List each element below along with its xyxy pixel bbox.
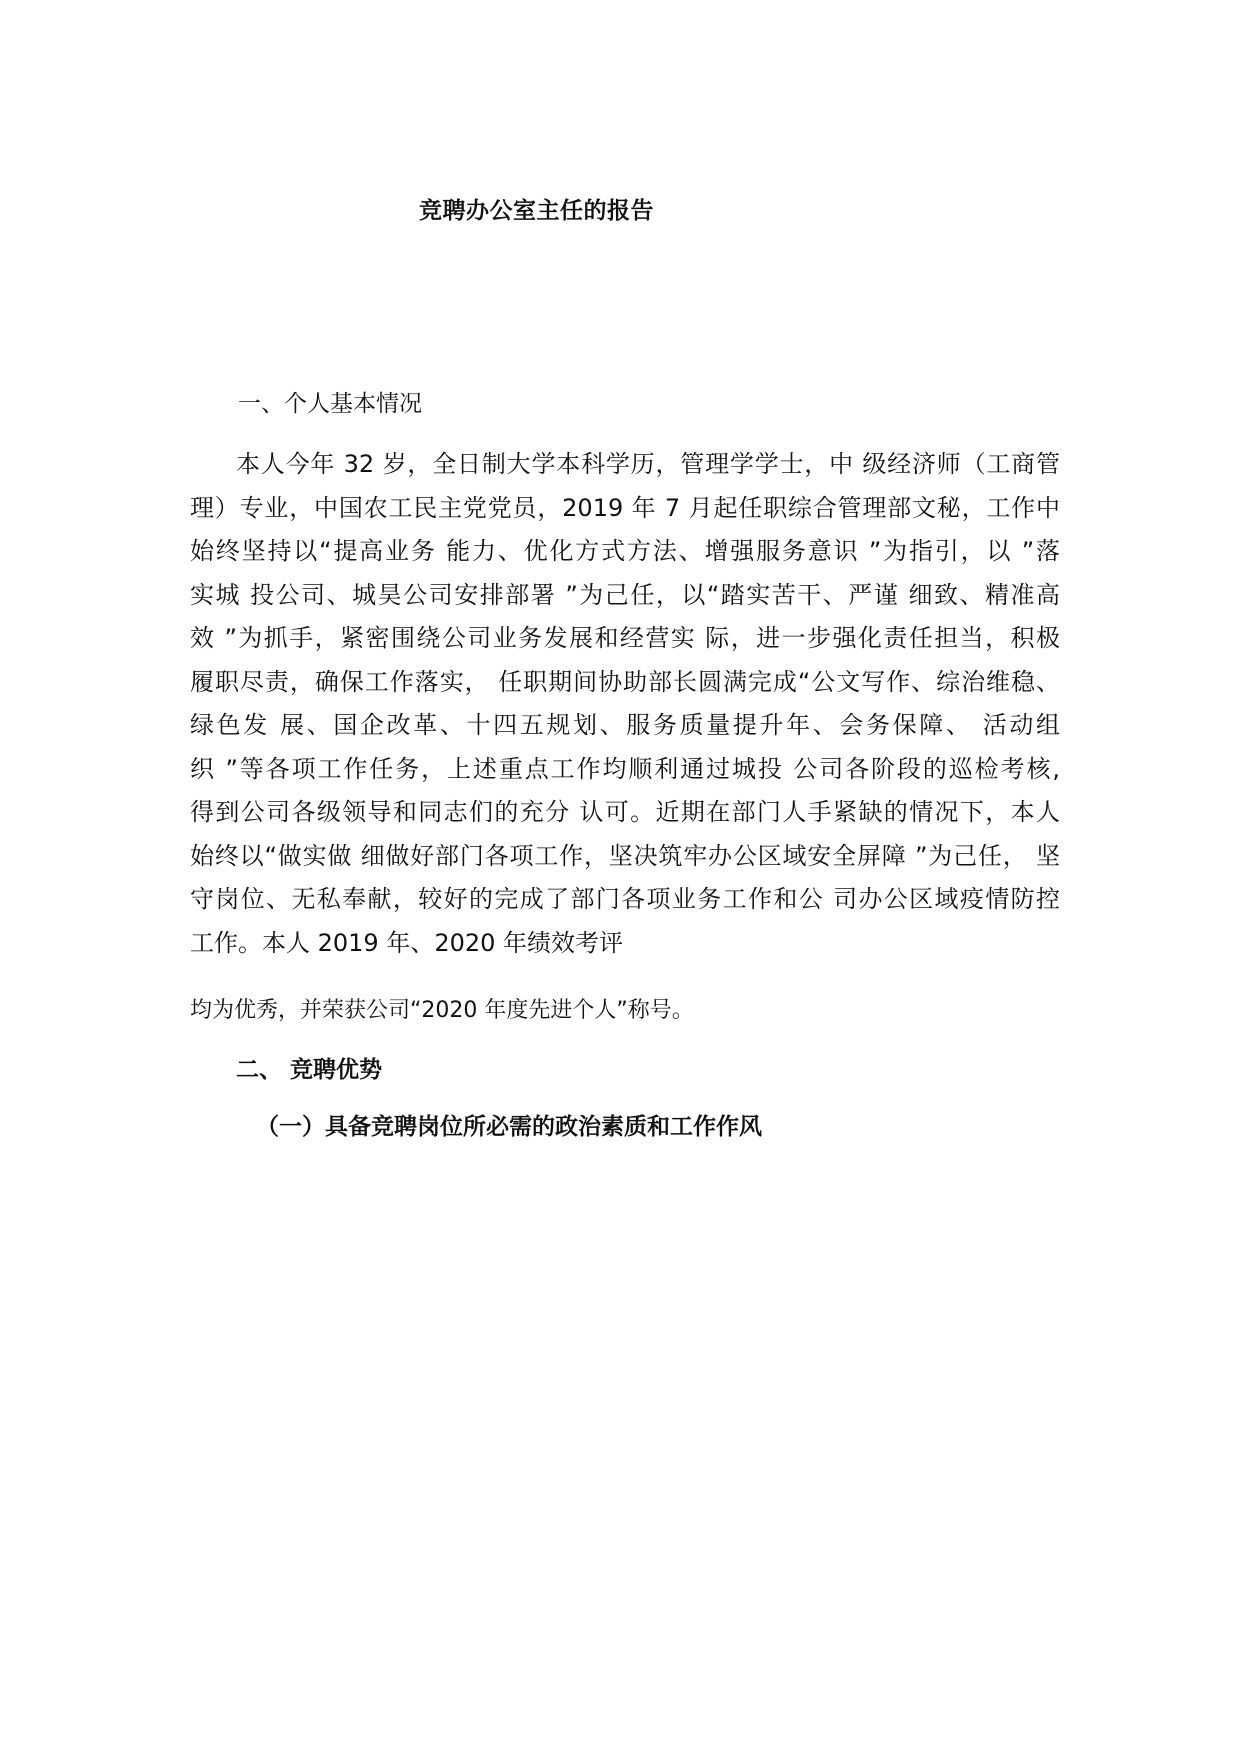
section-heading-personal-info: 一、个人基本情况 [238, 391, 422, 417]
paragraph-line: 得到公司各级领导和同志们的充分 认可。近期在部门人手紧缺的情况下，本人 [190, 798, 1060, 826]
paragraph-line: 实城 投公司、城昊公司安排部署 ”为己任，以“踏实苦干、严谨 细致、精准高 [190, 580, 1060, 609]
paragraph-line: 绿色发 展、国企改革、十四五规划、服务质量提升年、会务保障、 活动组 [190, 711, 1060, 739]
paragraph-line: 理）专业，中国农工民主党党员，2019 年 7 月起任职综合管理部文秘，工作中 [190, 493, 1060, 522]
paragraph-line: 织 ”等各项工作任务，上述重点工作均顺利通过城投 公司各阶段的巡检考核, [190, 754, 1060, 783]
paragraph-line: 效 ”为抓手，紧密围绕公司业务发展和经营实 际，进一步强化责任担当，积极 [190, 624, 1060, 652]
paragraph-line: 守岗位、无私奉献，较好的完成了部门各项业务工作和公 司办公区域疫情防控 [190, 885, 1060, 913]
paragraph-line: 始终坚持以“提高业务 能力、优化方式方法、增强服务意识 ”为指引，以 ”落 [190, 537, 1060, 565]
personal-info-paragraph [190, 443, 1060, 965]
section-heading-advantages: 二、 竞聘优势 [236, 1057, 383, 1083]
paragraph-line: 履职尽责，确保工作落实， 任职期间协助部长圆满完成“公文写作、综治维稳、 [190, 667, 1060, 696]
paragraph-line: 本人今年 32 岁，全日制大学本科学历，管理学学士，中 级经济师（工商管 [236, 450, 1060, 478]
paragraph-line: 始终以“做实做 细做好部门各项工作，坚决筑牢办公区域安全屏障 ”为己任， 坚 [190, 841, 1060, 870]
paragraph-tail-line: 均为优秀，并荣获公司“2020 年度先进个人”称号。 [190, 998, 694, 1023]
document-title: 竞聘办公室主任的报告 [419, 198, 654, 224]
paragraph-line: 工作。本人 2019 年、2020 年绩效考评 [190, 928, 624, 957]
subsection-heading-political-quality: （一）具备竞聘岗位所必需的政治素质和工作作风 [256, 1114, 762, 1140]
